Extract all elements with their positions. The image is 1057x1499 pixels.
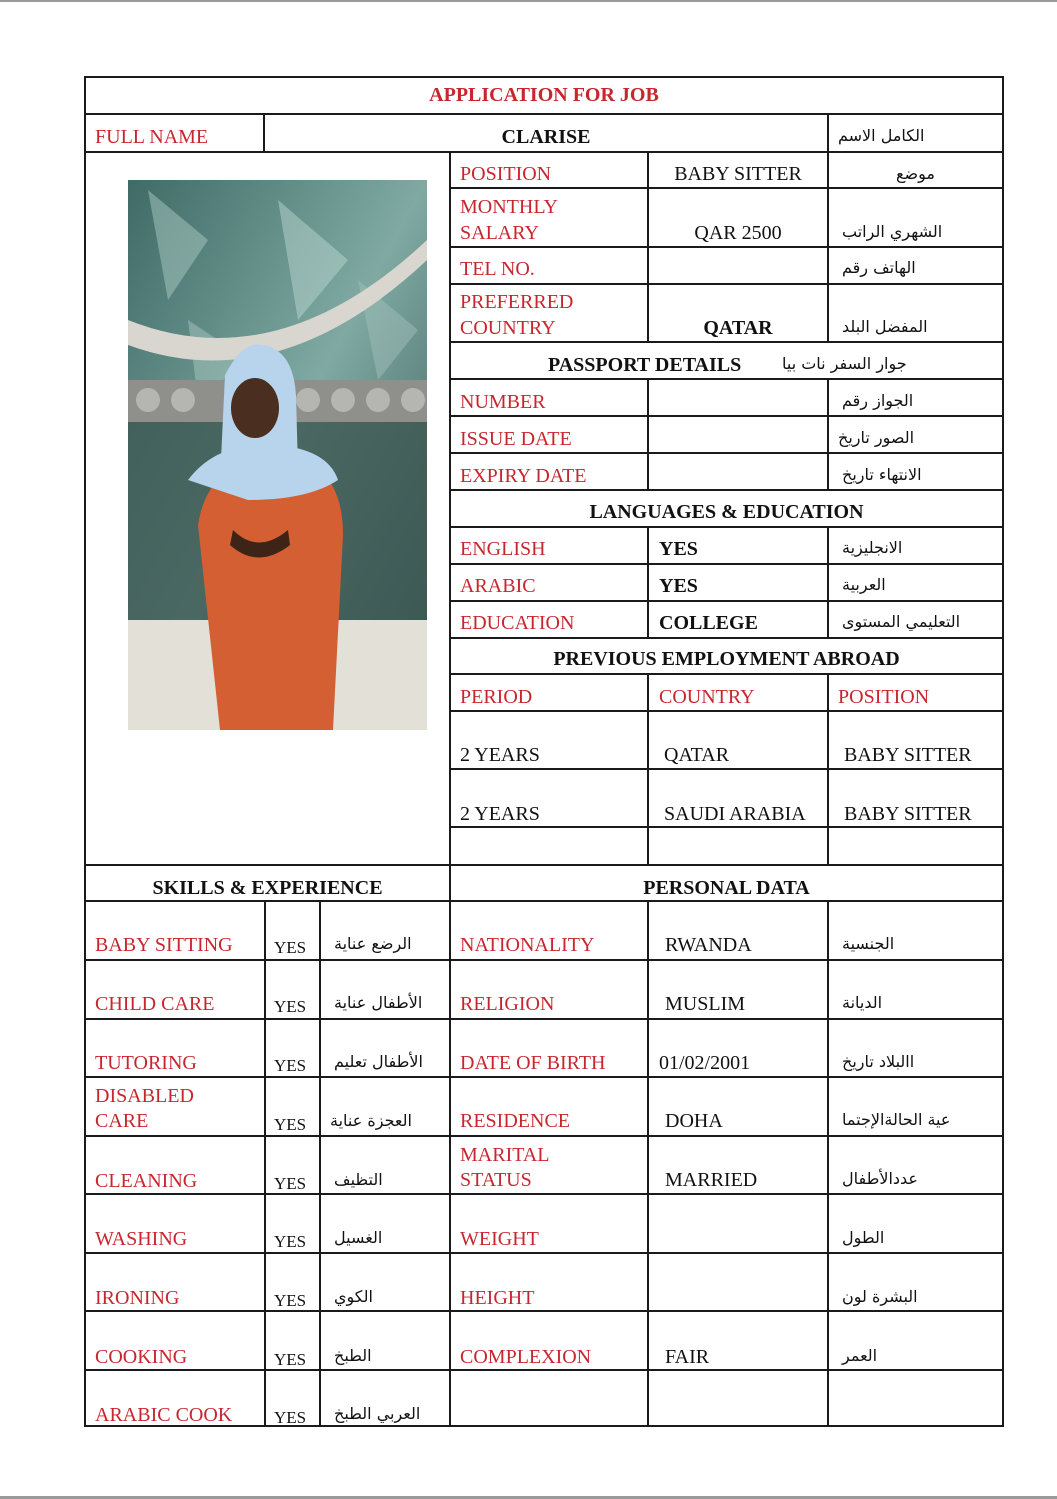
- employment-country: SAUDI ARABIA: [664, 803, 806, 825]
- salary-arabic: الشهري الراتب: [842, 222, 943, 241]
- english-arabic: الانجليزية: [842, 538, 903, 557]
- border-line: [647, 673, 649, 865]
- english-label: ENGLISH: [460, 538, 546, 560]
- skill-arabic: الأطفال عناية: [334, 993, 423, 1012]
- border-line: [449, 187, 1004, 189]
- personal-label-line1: MARITAL: [460, 1144, 550, 1166]
- skill-value: YES: [274, 1056, 307, 1075]
- employment-position: BABY SITTER: [844, 744, 972, 766]
- skill-label: IRONING: [95, 1287, 180, 1309]
- expiry-date-arabic: الانتهاء تاريخ: [842, 465, 922, 484]
- arabic-arabic: العربية: [842, 575, 886, 594]
- border-line: [449, 637, 1004, 639]
- skill-label: ARABIC COOK: [95, 1404, 233, 1426]
- border-line: [827, 900, 829, 1427]
- border-line: [449, 563, 1004, 565]
- page-edge: [0, 0, 1057, 2]
- skill-value: YES: [274, 1291, 307, 1310]
- issue-date-label: ISSUE DATE: [460, 428, 572, 450]
- position-label: POSITION: [460, 163, 552, 185]
- personal-arabic: عددالأطفال: [842, 1169, 918, 1188]
- border-line: [449, 415, 1004, 417]
- border-line: [449, 710, 1004, 712]
- border-line: [827, 526, 829, 639]
- border-line: [84, 76, 1004, 78]
- position-value: BABY SITTER: [674, 163, 802, 185]
- border-line: [84, 1369, 1004, 1371]
- skill-label: TUTORING: [95, 1052, 197, 1074]
- expiry-date-label: EXPIRY DATE: [460, 465, 587, 487]
- border-line: [647, 526, 649, 639]
- border-line: [84, 151, 1004, 153]
- salary-value: QAR 2500: [694, 222, 782, 244]
- preferred-country-label-line1: PREFERRED: [460, 291, 574, 313]
- skill-label: CLEANING: [95, 1170, 198, 1192]
- personal-arabic: الديانة: [842, 993, 883, 1012]
- border-line: [1002, 76, 1004, 1427]
- personal-label: HEIGHT: [460, 1287, 535, 1309]
- personal-arabic: عية الحالةالإجتما: [842, 1110, 951, 1129]
- skill-arabic: العجزة عناية: [330, 1111, 412, 1130]
- skill-value: YES: [274, 1350, 307, 1369]
- position-arabic: موضع: [896, 164, 935, 183]
- skill-arabic: التظيف: [334, 1170, 383, 1189]
- border-line: [449, 768, 1004, 770]
- issue-date-arabic: الصور تاريخ: [838, 428, 915, 447]
- personal-label: COMPLEXION: [460, 1346, 592, 1368]
- border-line: [84, 1252, 1004, 1254]
- border-line: [449, 526, 1004, 528]
- full-name-arabic: الكامل الاسم: [838, 126, 925, 145]
- personal-heading: PERSONAL DATA: [643, 877, 810, 899]
- border-line: [647, 900, 649, 1427]
- border-line: [84, 113, 1004, 115]
- border-line: [84, 1018, 1004, 1020]
- languages-heading: LANGUAGES & EDUCATION: [589, 501, 864, 523]
- border-line: [84, 1135, 1004, 1137]
- skill-value: YES: [274, 1174, 307, 1193]
- arabic-label: ARABIC: [460, 575, 536, 597]
- border-line: [319, 900, 321, 1427]
- border-line: [827, 378, 829, 491]
- personal-label: RESIDENCE: [460, 1110, 570, 1132]
- applicant-photo: [128, 180, 427, 730]
- personal-arabic: االبلاد تاريخ: [842, 1052, 915, 1071]
- personal-value: MUSLIM: [665, 993, 746, 1015]
- skill-value: YES: [274, 1115, 307, 1134]
- personal-label: NATIONALITY: [460, 934, 595, 956]
- education-value: COLLEGE: [659, 612, 758, 634]
- border-line: [84, 864, 1004, 866]
- form-title: APPLICATION FOR JOB: [429, 84, 659, 106]
- border-line: [827, 113, 829, 153]
- skill-label: CHILD CARE: [95, 993, 215, 1015]
- skill-value: YES: [274, 1408, 307, 1427]
- border-line: [449, 246, 1004, 248]
- english-value: YES: [659, 538, 698, 560]
- personal-label: WEIGHT: [460, 1228, 539, 1250]
- border-line: [84, 959, 1004, 961]
- salary-label-line1: MONTHLY: [460, 196, 558, 218]
- employment-position: BABY SITTER: [844, 803, 972, 825]
- skill-label: COOKING: [95, 1346, 188, 1368]
- personal-value: RWANDA: [665, 934, 752, 956]
- skill-arabic: العربي الطبخ: [334, 1404, 421, 1423]
- personal-label: DATE OF BIRTH: [460, 1052, 606, 1074]
- personal-label: RELIGION: [460, 993, 555, 1015]
- full-name-label: FULL NAME: [95, 126, 209, 148]
- skill-label: BABY SITTING: [95, 934, 233, 956]
- skill-arabic: الطبخ: [334, 1346, 372, 1365]
- personal-value: FAIR: [665, 1346, 710, 1368]
- personal-arabic: الطول: [842, 1228, 885, 1247]
- skill-arabic: الكوي: [334, 1287, 373, 1306]
- skill-label-line2: CARE: [95, 1110, 149, 1132]
- employment-col-position: POSITION: [838, 686, 930, 708]
- skill-arabic: الأطفال تعليم: [334, 1052, 423, 1071]
- border-line: [84, 1310, 1004, 1312]
- border-line: [449, 489, 1004, 491]
- passport-heading: PASSPORT DETAILS: [548, 354, 742, 376]
- skill-value: YES: [274, 938, 307, 957]
- personal-value: MARRIED: [665, 1169, 758, 1191]
- border-line: [84, 1193, 1004, 1195]
- skill-arabic: الرضع عناية: [334, 934, 412, 953]
- employment-col-country: COUNTRY: [659, 686, 755, 708]
- skill-label-line1: DISABLED: [95, 1085, 194, 1107]
- border-line: [449, 452, 1004, 454]
- employment-country: QATAR: [664, 744, 730, 766]
- personal-value: DOHA: [665, 1110, 723, 1132]
- border-line: [264, 900, 266, 1427]
- border-line: [84, 900, 1004, 902]
- preferred-country-value: QATAR: [703, 317, 773, 339]
- employment-period: 2 YEARS: [460, 803, 540, 825]
- personal-value: 01/02/2001: [659, 1052, 751, 1074]
- border-line: [449, 341, 1004, 343]
- tel-label: TEL NO.: [460, 258, 535, 280]
- employment-heading: PREVIOUS EMPLOYMENT ABROAD: [553, 648, 900, 670]
- employment-period: 2 YEARS: [460, 744, 540, 766]
- education-arabic: التعليمي المستوى: [842, 612, 961, 631]
- skill-label: WASHING: [95, 1228, 188, 1250]
- education-label: EDUCATION: [460, 612, 575, 634]
- skill-arabic: الغسيل: [334, 1228, 383, 1247]
- border-line: [449, 826, 1004, 828]
- border-line: [449, 600, 1004, 602]
- passport-number-arabic: الجواز رقم: [842, 391, 914, 410]
- personal-arabic: البشرة لون: [842, 1287, 918, 1306]
- border-line: [449, 378, 1004, 380]
- photo-image: [128, 180, 427, 730]
- tel-arabic: الهاتف رقم: [842, 258, 916, 277]
- preferred-country-arabic: المفضل البلد: [842, 317, 928, 336]
- salary-label-line2: SALARY: [460, 222, 539, 244]
- border-line: [84, 1076, 1004, 1078]
- preferred-country-label-line2: COUNTRY: [460, 317, 556, 339]
- border-line: [827, 673, 829, 865]
- full-name-value: CLARISE: [501, 126, 591, 148]
- passport-number-label: NUMBER: [460, 391, 546, 413]
- personal-arabic: الجنسية: [842, 934, 895, 953]
- arabic-value: YES: [659, 575, 698, 597]
- border-line: [84, 76, 86, 1427]
- personal-label-line2: STATUS: [460, 1169, 532, 1191]
- border-line: [647, 378, 649, 491]
- skills-heading: SKILLS & EXPERIENCE: [152, 877, 383, 899]
- passport-heading-arabic: جوار السفر نات بيا: [782, 354, 907, 373]
- skill-value: YES: [274, 1232, 307, 1251]
- skill-value: YES: [274, 997, 307, 1016]
- employment-col-period: PERIOD: [460, 686, 533, 708]
- personal-arabic: العمر: [842, 1346, 878, 1365]
- border-line: [449, 283, 1004, 285]
- border-line: [449, 673, 1004, 675]
